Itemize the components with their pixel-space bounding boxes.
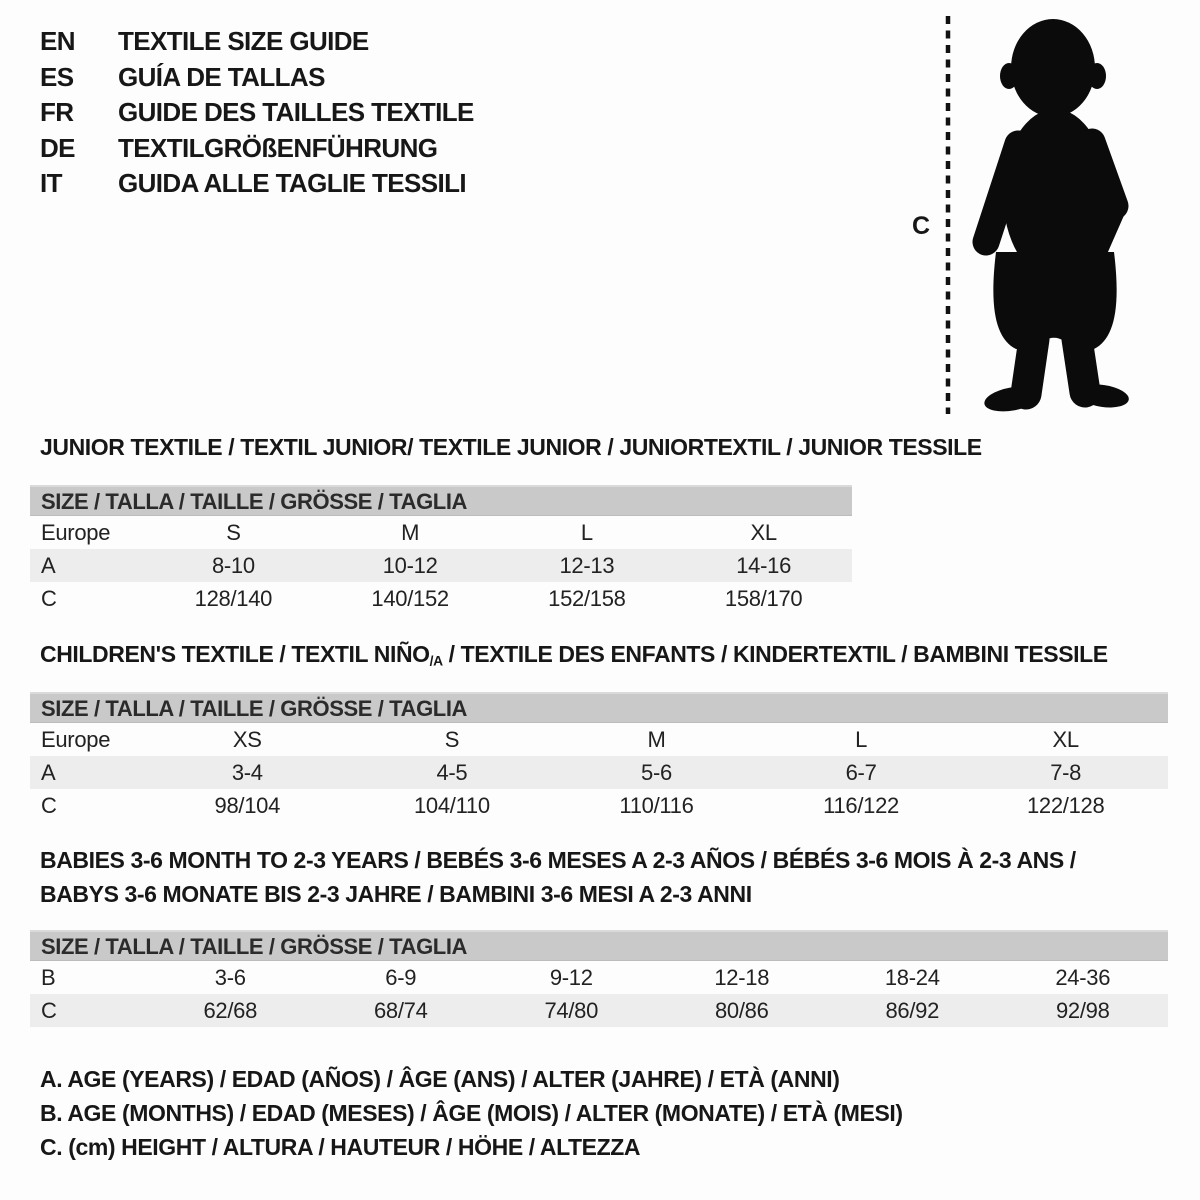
language-code: IT	[40, 168, 62, 199]
table-cell: 18-24	[884, 964, 940, 990]
table-cell: L	[580, 519, 593, 545]
table-cell: 74/80	[544, 997, 599, 1023]
table-cell: 4-5	[436, 759, 468, 785]
children-title-subscript: /A	[429, 653, 443, 669]
table-cell: M	[647, 726, 666, 752]
babies-title-line1: BABIES 3-6 MONTH TO 2-3 YEARS / BEBÉS 3-6 MESES A 2-3 AÑOS / BÉBÉS 3-6 MOIS À 2-3 ANS /	[40, 847, 1076, 873]
legend-age-years: A. AGE (YEARS) / EDAD (AÑOS) / ÂGE (ANS) / ALTER (JAHRE) / ETÀ (ANNI)	[40, 1066, 840, 1092]
size-table-header: SIZE / TALLA / TAILLE / GRÖSSE / TAGLIA	[30, 930, 1168, 961]
table-cell: 5-6	[641, 759, 672, 785]
table-cell: 116/122	[823, 792, 899, 818]
language-code: ES	[40, 61, 74, 92]
guide-title-es: GUÍA DE TALLAS	[118, 61, 325, 92]
table-cell: XL	[750, 519, 777, 545]
row-label: B	[41, 964, 56, 990]
table-cell: XS	[232, 726, 262, 752]
guide-title-en: TEXTILE SIZE GUIDE	[118, 26, 369, 57]
table-row	[30, 994, 1168, 1027]
language-row	[40, 95, 474, 131]
row-label: Europe	[41, 519, 111, 545]
table-cell: 92/98	[1055, 997, 1110, 1023]
guide-title-fr: GUIDE DES TAILLES TEXTILE	[118, 97, 474, 128]
table-row	[30, 582, 852, 615]
table-cell: 12-13	[559, 552, 615, 578]
height-measure-figure	[898, 14, 1150, 418]
table-cell: 158/170	[724, 585, 803, 611]
table-cell: 3-6	[214, 964, 246, 990]
row-label: A	[41, 552, 56, 578]
table-row	[30, 961, 1168, 994]
table-cell: S	[444, 726, 460, 752]
toddler-silhouette-icon	[956, 14, 1144, 414]
table-cell: 7-8	[1050, 759, 1082, 785]
size-table-header: SIZE / TALLA / TAILLE / GRÖSSE / TAGLIA	[30, 485, 852, 516]
table-cell: 128/140	[194, 585, 273, 611]
children-title-part1: CHILDREN'S TEXTILE / TEXTIL NIÑO	[40, 641, 430, 667]
language-code: EN	[40, 26, 75, 57]
babies-title-line2: BABYS 3-6 MONATE BIS 2-3 JAHRE / BAMBINI 3-6 MESI A 2-3 ANNI	[40, 881, 752, 907]
table-cell: L	[855, 726, 868, 752]
language-row	[40, 24, 474, 60]
table-row	[30, 549, 852, 582]
table-cell: 9-12	[549, 964, 593, 990]
table-cell: 10-12	[382, 552, 438, 578]
table-row	[30, 516, 852, 549]
measure-legend	[40, 1062, 903, 1164]
guide-title-de: TEXTILGRÖßENFÜHRUNG	[118, 132, 438, 163]
size-table-header: SIZE / TALLA / TAILLE / GRÖSSE / TAGLIA	[30, 692, 1168, 723]
language-code: FR	[40, 97, 74, 128]
table-cell: 68/74	[373, 997, 428, 1023]
row-label: Europe	[41, 726, 111, 752]
table-row	[30, 723, 1168, 756]
row-label: C	[41, 792, 57, 818]
table-cell: 86/92	[885, 997, 940, 1023]
guide-title-it: GUIDA ALLE TAGLIE TESSILI	[118, 168, 467, 199]
table-cell: 104/110	[413, 792, 490, 818]
children-section-title	[40, 637, 1108, 678]
table-cell: 98/104	[214, 792, 281, 818]
measure-c-label: C	[912, 212, 931, 240]
legend-height-cm: C. (cm) HEIGHT / ALTURA / HAUTEUR / HÖHE / ALTEZZA	[40, 1134, 641, 1160]
junior-size-table	[30, 485, 852, 615]
table-cell: 152/158	[548, 585, 626, 611]
language-row	[40, 166, 474, 202]
table-cell: 12-18	[714, 964, 770, 990]
table-cell: 122/128	[1026, 792, 1105, 818]
table-cell: 6-7	[845, 759, 877, 785]
table-cell: 6-9	[385, 964, 417, 990]
table-cell: 140/152	[371, 585, 449, 611]
row-label: A	[41, 759, 56, 785]
language-row	[40, 60, 474, 96]
table-cell: 80/86	[714, 997, 769, 1023]
language-title-block	[40, 24, 474, 202]
table-cell: S	[226, 519, 241, 545]
legend-age-months: B. AGE (MONTHS) / EDAD (MESES) / ÂGE (MOIS) / ALTER (MONATE) / ETÀ (MESI)	[40, 1100, 903, 1126]
table-row	[30, 756, 1168, 789]
babies-size-table	[30, 930, 1168, 1027]
table-row	[30, 789, 1168, 822]
junior-section-title: JUNIOR TEXTILE / TEXTIL JUNIOR/ TEXTILE JUNIOR / JUNIORTEXTIL / JUNIOR TESSILE	[40, 434, 982, 460]
table-cell: M	[401, 519, 420, 545]
language-code: DE	[40, 132, 75, 163]
table-cell: 62/68	[203, 997, 258, 1023]
table-cell: 110/116	[619, 792, 694, 818]
table-cell: 14-16	[736, 552, 792, 578]
table-cell: 8-10	[211, 552, 255, 578]
height-dashed-line-icon	[944, 16, 952, 414]
table-cell: XL	[1052, 726, 1079, 752]
table-cell: 24-36	[1055, 964, 1111, 990]
row-label: C	[41, 997, 57, 1023]
babies-section-title	[40, 843, 1076, 911]
row-label: C	[41, 585, 57, 611]
children-size-table	[30, 692, 1168, 822]
language-row	[40, 131, 474, 167]
table-cell: 3-4	[231, 759, 263, 785]
children-title-part2: / TEXTILE DES ENFANTS / KINDERTEXTIL / BAMBINI TESSILE	[442, 641, 1108, 667]
